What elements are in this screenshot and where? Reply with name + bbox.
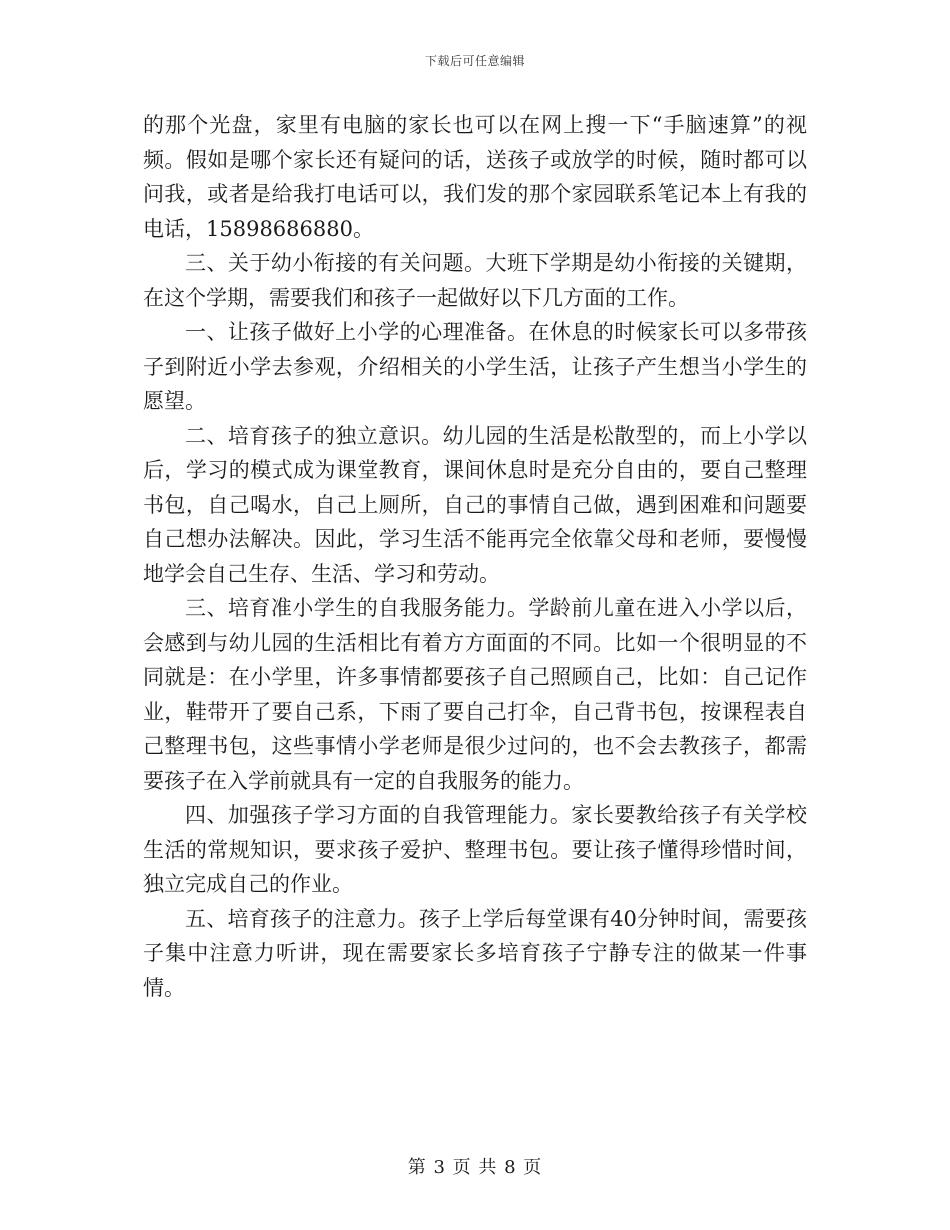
page-number: 第 3 页 共 8 页	[407, 1157, 543, 1178]
paragraph-section-three: 三、关于幼小衔接的有关问题。大班下学期是幼小衔接的关键期，在这个学期，需要我们和孩子一起做好以下几方面的工作。	[143, 251, 807, 310]
paragraph-continuation: 的那个光盘，家里有电脑的家长也可以在网上搜一下“手脑速算”的视频。假如是哪个家长还有疑问的话，送孩子或放学的时候，随时都可以问我，或者是给我打电话可以，我们发的那个家园联系笔记本上有我的电话，15898686880。	[143, 113, 807, 241]
page-header: 下载后可任意编辑	[424, 54, 525, 68]
paragraph-item-four: 四、加强孩子学习方面的自我管理能力。家长要教给孩子有关学校生活的常规知识，要求孩子爱护、整理书包。要让孩子懂得珍惜时间，独立完成自己的作业。	[143, 803, 807, 896]
paragraph-item-two: 二、培育孩子的独立意识。幼儿园的生活是松散型的，而上小学以后，学习的模式成为课堂教育，课间休息时是充分自由的，要自己整理书包，自己喝水，自己上厕所，自己的事情自己做，遇到困难和问题要自己想办法解决。因此，学习生活不能再完全依靠父母和老师，要慢慢地学会自己生存、生活、学习和劳动。	[143, 423, 807, 586]
document-body	[143, 108, 807, 1005]
paragraph-item-five: 五、培育孩子的注意力。孩子上学后每堂课有40分钟时间，需要孩子集中注意力听讲，现在需要家长多培育孩子宁静专注的做某一件事情。	[143, 906, 807, 1000]
paragraph-item-three: 三、培育准小学生的自我服务能力。学龄前儿童在进入小学以后，会感到与幼儿园的生活相比有着方方面面的不同。比如一个很明显的不同就是：在小学里，许多事情都要孩子自己照顾自己，比如：自己记作业，鞋带开了要自己系，下雨了要自己打伞，自己背书包，按课程表自己整理书包，这些事情小学老师是很少过问的，也不会去教孩子，都需要孩子在入学前就具有一定的自我服务的能力。	[143, 596, 807, 793]
paragraph-item-one: 一、让孩子做好上小学的心理准备。在休息的时候家长可以多带孩子到附近小学去参观，介绍相关的小学生活，让孩子产生想当小学生的愿望。	[143, 320, 807, 413]
